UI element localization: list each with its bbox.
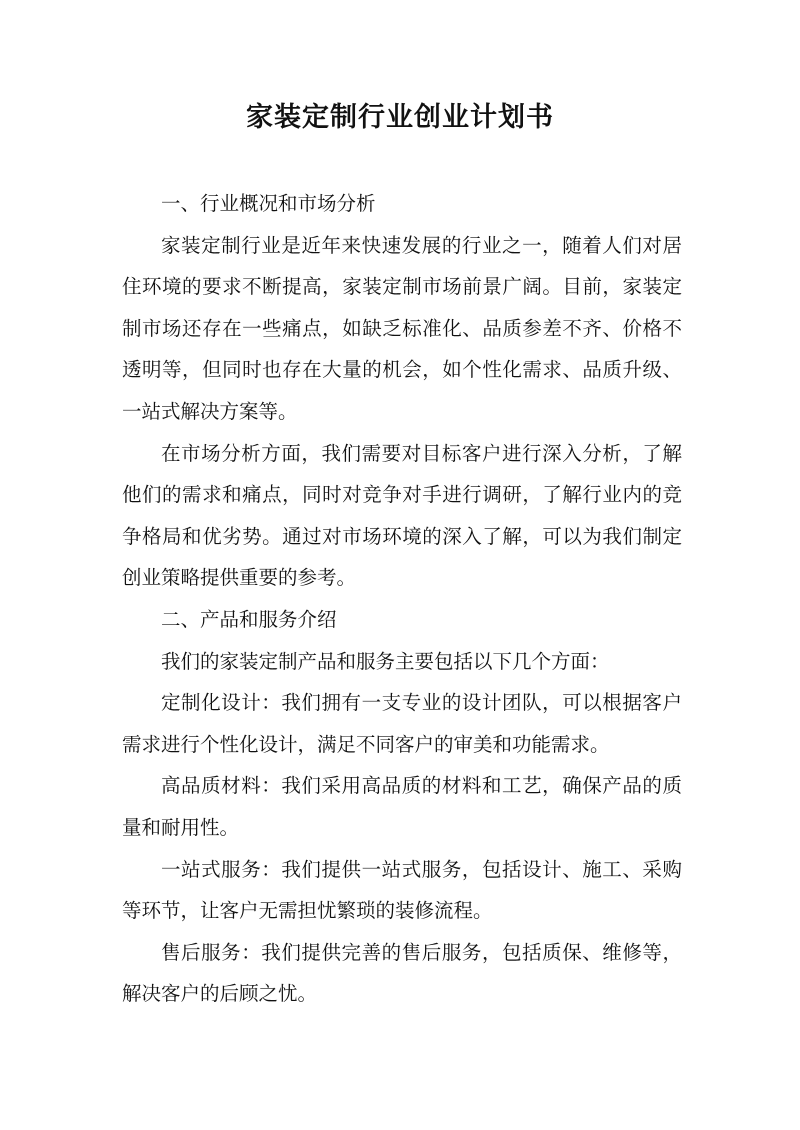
paragraph-one-stop-service: 一站式服务：我们提供一站式服务，包括设计、施工、采购等环节，让客户无需担忧繁琐的装修流程。 [122,857,682,923]
paragraph-industry-overview: 家装定制行业是近年来快速发展的行业之一，随着人们对居住环境的要求不断提高，家装定制市场前景广阔。目前，家装定制市场还存在一些痛点，如缺乏标准化、品质参差不齐、价格不透明等，但同时也存在大量的机会，如个性化需求、品质升级、一站式解决方案等。 [122,233,682,423]
section-heading-2: 二、产品和服务介绍 [161,607,337,631]
paragraph-custom-design: 定制化设计：我们拥有一支专业的设计团队，可以根据客户需求进行个性化设计，满足不同客户的审美和功能需求。 [122,691,682,756]
document-title: 家装定制行业创业计划书 [246,102,554,133]
section-heading-1: 一、行业概况和市场分析 [161,192,376,215]
paragraph-quality-materials: 高品质材料：我们采用高品质的材料和工艺，确保产品的质量和耐用性。 [122,774,682,839]
paragraph-products-intro: 我们的家装定制产品和服务主要包括以下几个方面： [161,649,610,673]
paragraph-after-sales: 售后服务：我们提供完善的售后服务，包括质保、维修等，解决客户的后顾之忧。 [122,940,682,1006]
paragraph-market-analysis: 在市场分析方面，我们需要对目标客户进行深入分析，了解他们的需求和痛点，同时对竞争对手进行调研，了解行业内的竞争格局和优劣势。通过对市场环境的深入了解，可以为我们制定创业策略提供重要的参考。 [122,441,682,590]
document-body [122,183,682,1015]
